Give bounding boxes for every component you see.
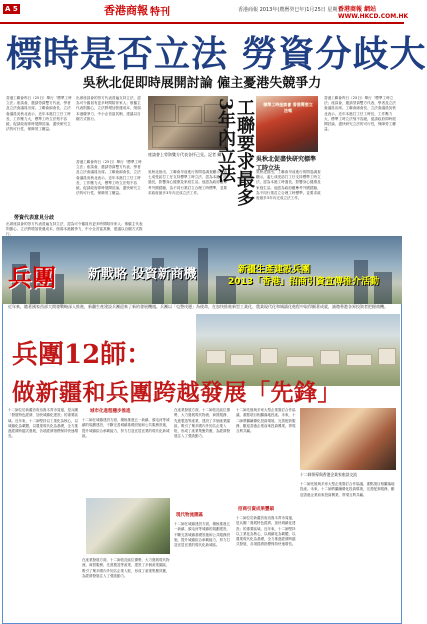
photo-banner-text: 標準工時座談會 香港需要立法嗎 (263, 102, 313, 113)
story-body-col2: 出席座談會的勞方代表普遍支持立法，認為可令僱員有更多時間陪伴家人；惟僱主代表則擔心，立法將增加營運成本，削弱本港競爭力，中小企首當其衝，建議以自願方式推行。 (76, 96, 141, 121)
feature-col4: 十二師先後與多家大型企業簽訂合作協議，重點項目相繼落地投產。未來，十二師將繼續優化投資環境，完善配套服務，歡迎香港企業前來投資興業，實現互利共贏。 (236, 408, 296, 434)
feature-col1: 十二師位於新疆首府烏魯木齊市周邊，是兵團「發展特色經濟、加快城鎮化建設」的重要區域。近年來，十二師堅持以工業化為核心，以城鎮化為載體，以農業現代化為基礎，全力推進經濟跨越式發展，各項經濟指標保持快速增長。 (8, 408, 78, 439)
section-label: 特刊 (150, 7, 170, 18)
story-body-col5: 香港工聯會昨日（25日）舉行「標準工時立法」座談會，邀請勞資雙方代表、學者及立法會議員出席。工聯會副會長、立法會議員吳秋北表示，近年本港打工仔工時長、工作壓力大，標準工時立法刻不容緩，促請政府即時展開討論，盡快研究立法的可行性，保障勞工權益。 (324, 96, 396, 132)
banner-event-name: 新疆生產建設兵團 (238, 265, 311, 275)
feature-col2: 十二師在城鎮建設方面，積極推進五一新鎮、頭屯河等城鎮的規劃建設，不斷完善城鎮基礎設施和公共服務設施，提升城鎮綜合承載能力，努力打造宜居宜業的現代化新城區。 (82, 418, 170, 438)
banner-kicker: 新戰略 投資新商機 (88, 267, 197, 282)
page-number: A 5 (5, 5, 18, 13)
header-right-logo: 香港商報 網站 WWW.HKCD.COM.HK (338, 6, 409, 20)
story-body-col2b: 香港工聯會昨日（25日）舉行「標準工時立法」座談會，邀請勞資雙方代表、學者及立法會議員出席。工聯會副會長、立法會議員吳秋北表示，近年本港打工仔工時長、工作壓力大，標準工時立法刻不容緩，促請政府即時展開討論，盡快研究立法的可行性，保障勞工權益。 (76, 160, 142, 196)
photo-headline: 吳秋北促盡快研究標準工時立法 (256, 156, 317, 172)
feature-col2-heading: 城市化進程穩步推進 (90, 409, 131, 414)
meeting-delegation-photo (300, 408, 396, 470)
banner-title: 兵團 (8, 263, 56, 292)
dateline: 香港商報 2013年(農曆癸巳年)1月25日 星期五 (238, 7, 343, 13)
photo-caption: 座談會上勞資雙方代表各抒己見。記者 攝 (148, 152, 222, 157)
banner-event-sub: 2013「香港」招商引資宣傳推介活動 (228, 277, 380, 287)
story-body-col1b: 出席座談會的勞方代表普遍支持立法，認為可令僱員有更多時間陪伴家人；惟僱主代表則擔心，立法將增加營運成本，削弱本港競爭力，中小企首當其衝，建議以自願方式推行。 (6, 222, 143, 237)
sub-headline: 吳秋北促即時展開討論 僱主憂港失競爭力 (82, 76, 322, 91)
feature-banner (2, 236, 402, 304)
feature-col3b: 十二師在城鎮建設方面，積極推進五一新鎮、頭屯河等城鎮的規劃建設，不斷完善城鎮基礎設施和公共服務設施，提升城鎮綜合承載能力，努力打造宜居宜業的現代化新城區。 (174, 522, 230, 548)
feature-lead: 近年來，隨著國家西部大開發戰略深入推進，新疆生產建設兵團迎來了新的發展機遇。兵團以「屯墾戍邊」為使命，在加快推進新型工業化、農業現代化和城鎮化進程中取得顯著成就，誠邀香港各界投資者把握商機。 (8, 304, 388, 309)
story-body-col1: 香港工聯會昨日（25日）舉行「標準工時立法」座談會，邀請勞資雙方代表、學者及立法會議員出席。工聯會副會長、立法會議員吳秋北表示，近年本港打工仔工時長、工作壓力大，標準工時立法刻不容緩，促請政府即時展開討論，盡快研究立法的可行性，保障勞工權益。 (6, 96, 72, 132)
story-subhead: 勞資代表意見分歧 (14, 215, 55, 221)
feature-col2b: 在產業發展方面，十二師依託區位優勢，大力發展現代物流、商貿服務、先進製造等產業，建設了多個產業園區，吸引了眾多國內外知名企業入駐，形成了產業集聚效應，為經濟發展注入了強勁動力。 (82, 558, 170, 578)
story-body-col4: 吳秋北指出，工聯會早前進行的問卷調查顯示，逾七成受訪打工仔支持標準工時立法，認為本港工時過長，影響身心健康及家庭生活。他認為政府應參考外國經驗，為不同行業訂立合理工時標準，並要求政府最多3年內完成立法工作。 (256, 170, 321, 201)
feature-col3-heading: 現代物流園區 (176, 513, 203, 518)
vertical-headline: 工聯要求最多3年內立法 (215, 98, 255, 206)
feature-col3: 在產業發展方面，十二師依託區位優勢，大力發展現代物流、商貿服務、先進製造等產業，建設了多個產業園區，吸引了眾多國內外知名企業入駐，形成了產業集聚效應，為經濟發展注入了強勁動力。 (174, 408, 230, 439)
new-district-photo (86, 498, 170, 554)
feature-headline: 兵團12師： (12, 340, 153, 370)
photo4-caption: 十二師領導與香港企業家座談交流 (300, 472, 357, 477)
masthead: 香港商報 (104, 4, 148, 17)
feature-col4b: 十二師位於新疆首府烏魯木齊市周邊，是兵團「發展特色經濟、加快城鎮化建設」的重要區域。近年來，十二師堅持以工業化為核心，以城鎮化為載體，以農業現代化為基礎，全力推進經濟跨越式發展，各項經濟指標保持快速增長。 (236, 516, 296, 547)
main-headline: 標時是否立法 勞資分歧大 (6, 33, 427, 75)
feature-subheadline: 做新疆和兵團跨越發展「先鋒」 (12, 379, 341, 406)
story-body-col3: 吳秋北指出，工聯會早前進行的問卷調查顯示，逾七成受訪打工仔支持標準工時立法，認為本港工時過長，影響身心健康及家庭生活。他認為政府應參考外國經驗，為不同行業訂立合理工時標準，並要求政府最多3年內完成立法工作。 (148, 170, 228, 195)
feature-col4-heading: 招商引資成果豐碩 (238, 507, 274, 512)
feature-col5: 十二師先後與多家大型企業簽訂合作協議，重點項目相繼落地投產。未來，十二師將繼續優化投資環境，完善配套服務，歡迎香港企業前來投資興業，實現互利共贏。 (300, 482, 395, 497)
